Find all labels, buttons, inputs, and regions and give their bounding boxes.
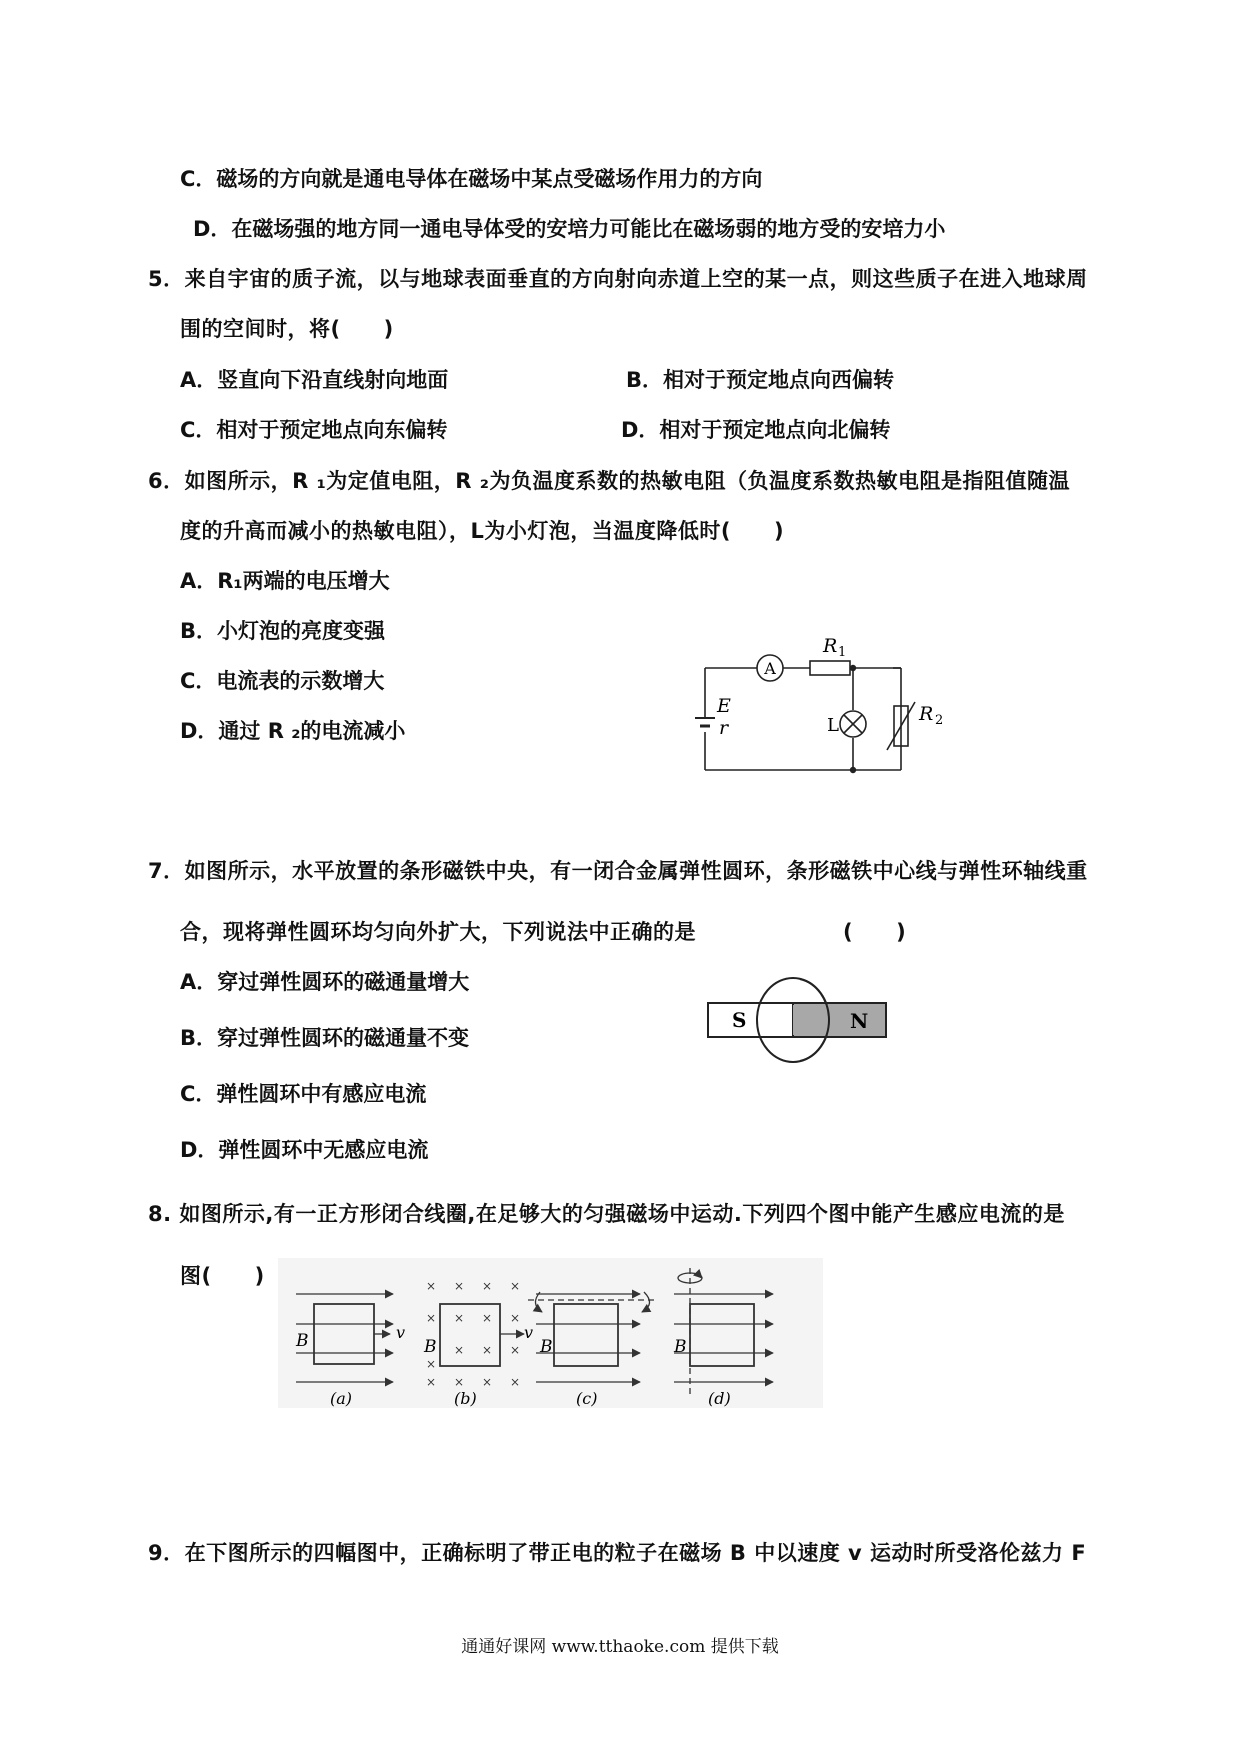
q5-stem-line2: 围的空间时，将( ) <box>180 317 394 341</box>
q6-emf-label: E <box>717 695 731 717</box>
q8-b-cross: × <box>426 1375 437 1389</box>
q8-caption-b: (b) <box>454 1389 477 1408</box>
q9-stem-line1: 9．在下图所示的四幅图中，正确标明了带正电的粒子在磁场 B 中以速度 v 运动时所受洛伦兹力 F <box>148 1541 1087 1565</box>
q6-option-b: B．小灯泡的亮度变强 <box>180 619 386 643</box>
q6-stem-line2: 度的升高而减小的热敏电阻），L为小灯泡，当温度降低时( ) <box>180 519 785 543</box>
q6-circuit-diagram <box>695 628 955 778</box>
q6-r1-subscript: 1 <box>838 645 847 660</box>
q8-b-cross: × <box>482 1375 493 1389</box>
q6-r2-label: R <box>919 703 934 725</box>
q5-option-a: A．竖直向下沿直线射向地面 <box>180 368 449 392</box>
q6-ammeter-label: A <box>764 659 776 678</box>
q6-internal-resistance-label: r <box>719 717 729 739</box>
q6-lamp-label: L <box>827 715 839 736</box>
magnet-south-label: S <box>732 1008 747 1032</box>
q4-option-d: D．在磁场强的地方同一通电导体受的安培力可能比在磁场弱的地方受的安培力小 <box>193 217 946 241</box>
q5-option-d: D．相对于预定地点向北偏转 <box>621 418 891 442</box>
q8-stem-line2: 图( ) <box>180 1264 265 1288</box>
q5-option-b: B．相对于预定地点向西偏转 <box>626 368 895 392</box>
q8-b-cross: × <box>454 1375 465 1389</box>
q6-r1-label: R <box>823 635 838 657</box>
q4-option-c: C．磁场的方向就是通电导体在磁场中某点受磁场作用力的方向 <box>180 167 763 191</box>
q6-option-c: C．电流表的示数增大 <box>180 669 385 693</box>
q7-option-d: D．弹性圆环中无感应电流 <box>180 1138 429 1162</box>
q6-circuit-node-top <box>850 665 856 671</box>
q8-b-cross: × <box>510 1343 521 1357</box>
q6-r2-subscript: 2 <box>935 713 944 728</box>
q8-caption-a: (a) <box>330 1389 353 1408</box>
q8-d-field-label: B <box>674 1337 687 1357</box>
q8-a-velocity-label: v <box>396 1323 406 1342</box>
q8-b-cross: × <box>510 1311 521 1325</box>
q8-b-cross: × <box>454 1311 465 1325</box>
q8-b-cross: × <box>482 1343 493 1357</box>
q7-magnet-diagram <box>700 975 900 1065</box>
q8-c-field-label: B <box>540 1337 553 1357</box>
q8-b-cross: × <box>510 1279 521 1293</box>
q8-coil-figures <box>278 1258 823 1408</box>
q7-option-b: B．穿过弹性圆环的磁通量不变 <box>180 1026 470 1050</box>
q7-option-a: A．穿过弹性圆环的磁通量增大 <box>180 970 470 994</box>
q6-circuit-node-bottom <box>850 767 856 773</box>
q8-b-velocity-label: v <box>524 1323 534 1342</box>
q8-b-cross: × <box>482 1279 493 1293</box>
magnet-north-label: N <box>850 1009 869 1033</box>
q5-stem-line1: 5．来自宇宙的质子流，以与地球表面垂直的方向射向赤道上空的某一点，则这些质子在进入地球周 <box>148 267 1088 291</box>
q8-b-cross: × <box>426 1311 437 1325</box>
q7-stem-line1: 7．如图所示，水平放置的条形磁铁中央，有一闭合金属弹性圆环，条形磁铁中心线与弹性环轴线重 <box>148 859 1088 883</box>
q6-option-d: D．通过 R ₂的电流减小 <box>180 719 406 743</box>
magnet-south-half <box>708 1003 793 1037</box>
page-footer: 通通好课网 www.tthaoke.com 提供下载 <box>461 1637 779 1657</box>
q8-b-cross: × <box>426 1279 437 1293</box>
q7-option-c: C．弹性圆环中有感应电流 <box>180 1082 427 1106</box>
q7-answer-blank: ( ) <box>843 920 907 944</box>
q8-b-cross: × <box>510 1375 521 1389</box>
q8-a-field-label: B <box>296 1331 309 1351</box>
q5-option-c: C．相对于预定地点向东偏转 <box>180 418 448 442</box>
q8-b-field-label: B <box>424 1337 437 1357</box>
q6-option-a: A．R₁两端的电压增大 <box>180 569 390 593</box>
q8-b-cross: × <box>482 1311 493 1325</box>
q8-caption-d: (d) <box>708 1389 731 1408</box>
q8-caption-c: (c) <box>576 1389 598 1408</box>
q8-b-cross: × <box>454 1343 465 1357</box>
q7-stem-line2: 合，现将弹性圆环均匀向外扩大，下列说法中正确的是 <box>180 920 696 944</box>
q8-stem-line1: 8. 如图所示,有一正方形闭合线圈,在足够大的匀强磁场中运动.下列四个图中能产生感应电流的是 <box>148 1202 1065 1226</box>
q8-b-cross: × <box>454 1279 465 1293</box>
q8-b-cross: × <box>426 1357 437 1371</box>
q6-stem-line1: 6．如图所示，R ₁为定值电阻，R ₂为负温度系数的热敏电阻（负温度系数热敏电阻是指阻值随温 <box>148 469 1070 493</box>
